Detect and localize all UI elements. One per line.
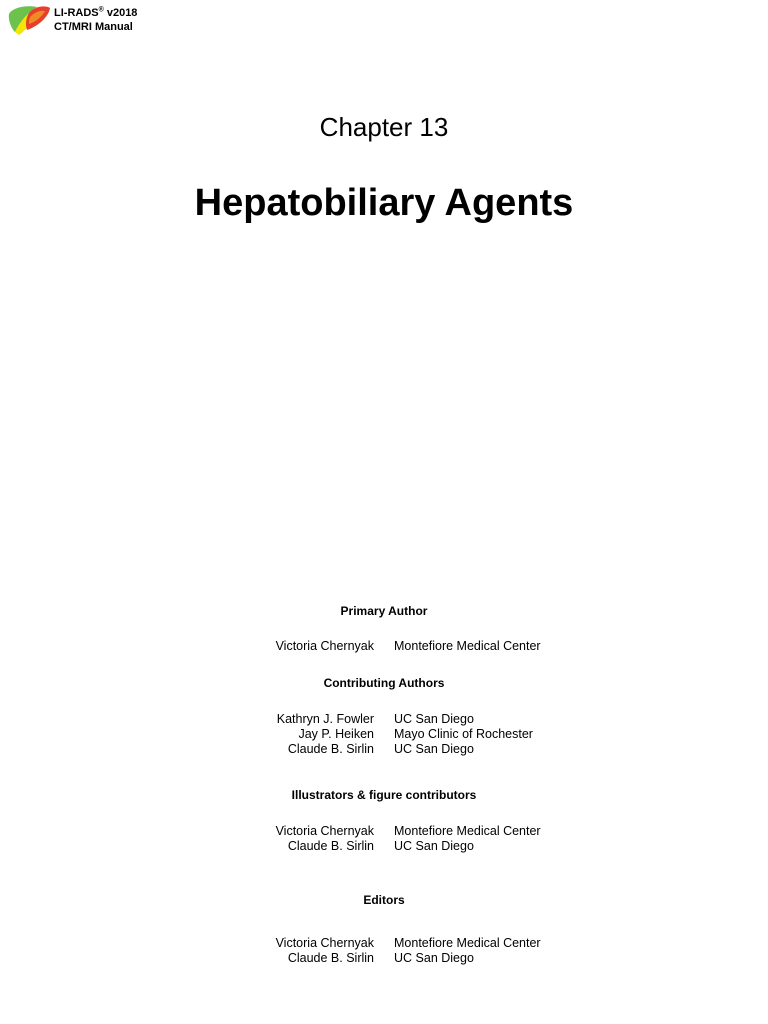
- person-institution: Mayo Clinic of Rochester: [394, 727, 533, 741]
- primary-author-heading: Primary Author: [340, 604, 428, 618]
- person-name: Claude B. Sirlin: [287, 839, 374, 853]
- illustrators-list: [0, 824, 768, 854]
- person-row: [0, 742, 768, 757]
- registered-mark: ®: [98, 6, 104, 14]
- person-row: [0, 727, 768, 742]
- person-institution: Montefiore Medical Center: [394, 824, 541, 838]
- header-brand: LI-RADS: [54, 7, 99, 19]
- header-version: v2018: [103, 7, 138, 19]
- person-row: [0, 639, 768, 654]
- person-institution: UC San Diego: [394, 712, 474, 726]
- person-institution: UC San Diego: [394, 839, 474, 853]
- primary-author-list: [0, 639, 768, 654]
- person-institution: UC San Diego: [394, 951, 474, 965]
- liver-logo-icon: [7, 4, 51, 36]
- person-name: Jay P. Heiken: [298, 727, 374, 741]
- person-row: [0, 824, 768, 839]
- person-name: Victoria Chernyak: [275, 639, 374, 653]
- manual-header: [54, 6, 137, 34]
- chapter-title: Hepatobiliary Agents: [194, 182, 574, 224]
- contributing-authors-heading: Contributing Authors: [323, 676, 445, 690]
- contributing-authors-list: [0, 712, 768, 757]
- person-institution: UC San Diego: [394, 742, 474, 756]
- person-name: Victoria Chernyak: [275, 936, 374, 950]
- person-name: Claude B. Sirlin: [287, 742, 374, 756]
- editors-list: [0, 936, 768, 966]
- person-row: [0, 712, 768, 727]
- person-row: [0, 839, 768, 854]
- person-name: Kathryn J. Fowler: [276, 712, 374, 726]
- header-line-2: CT/MRI Manual: [54, 21, 133, 33]
- editors-heading: Editors: [363, 893, 405, 907]
- person-institution: Montefiore Medical Center: [394, 639, 541, 653]
- person-row: [0, 936, 768, 951]
- header-line-1: [54, 6, 137, 20]
- person-name: Claude B. Sirlin: [287, 951, 374, 965]
- person-row: [0, 951, 768, 966]
- person-institution: Montefiore Medical Center: [394, 936, 541, 950]
- person-name: Victoria Chernyak: [275, 824, 374, 838]
- chapter-label: Chapter 13: [319, 112, 449, 142]
- illustrators-heading: Illustrators & figure contributors: [291, 788, 477, 802]
